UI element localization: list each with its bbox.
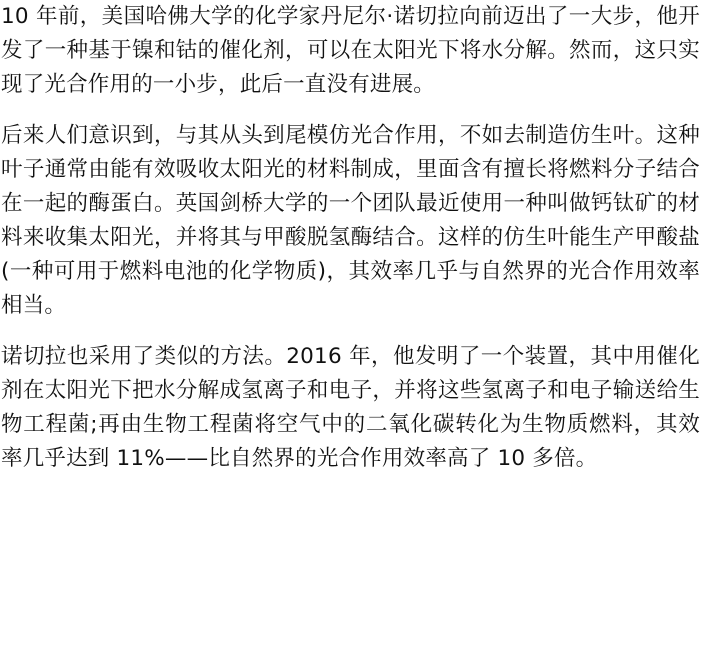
paragraph-1: 10 年前，美国哈佛大学的化学家丹尼尔·诺切拉向前迈出了一大步，他开发了一种基于镍和钴的催化剂，可以在太阳光下将水分解。然而，这只实现了光合作用的一小步，此后一直没有进展。 bbox=[1, 4, 700, 97]
paragraph-2: 后来人们意识到，与其从头到尾模仿光合作用，不如去制造仿生叶。这种叶子通常由能有效吸收太阳光的材料制成，里面含有擅长将燃料分子结合在一起的酶蛋白。英国剑桥大学的一个团队最近使用一种叫做钙钛矿的材料来收集太阳光，并将其与甲酸脱氢酶结合。这样的仿生叶能生产甲酸盐(一种可用于燃料电池的化学物质)，其效率几乎与自然界的光合作用效率相当。 bbox=[1, 123, 700, 318]
paragraph-3: 诺切拉也采用了类似的方法。2016 年，他发明了一个装置，其中用催化剂在太阳光下把水分解成氢离子和电子，并将这些氢离子和电子输送给生物工程菌;再由生物工程菌将空气中的二氧化碳转化为生物质燃料，其效率几乎达到 11%——比自然界的光合作用效率高了 10 多倍。 bbox=[1, 344, 700, 471]
